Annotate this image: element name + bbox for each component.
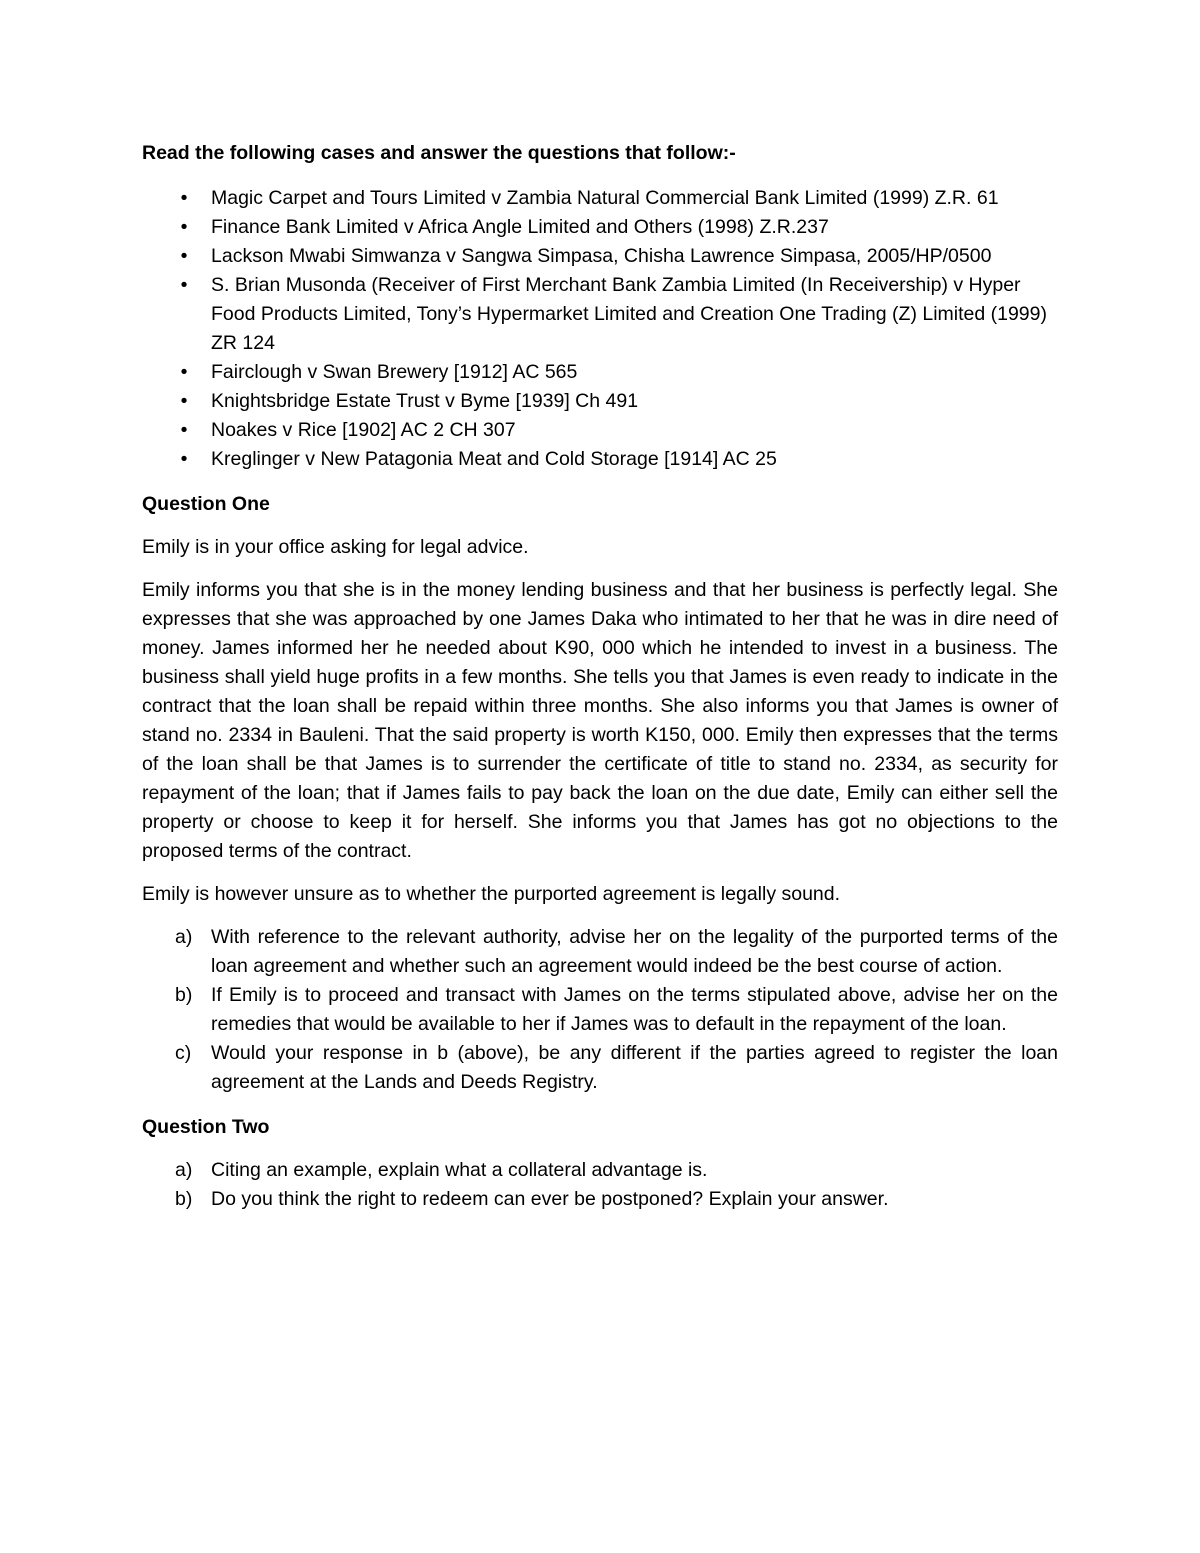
- case-text: Finance Bank Limited v Africa Angle Limited and Others (1998) Z.R.237: [211, 216, 829, 238]
- question-one-title: Question One: [142, 493, 270, 515]
- question-one-subquestions: [142, 923, 1058, 1097]
- case-item: [142, 184, 1058, 213]
- case-item: [142, 358, 1058, 387]
- subquestion-item: [142, 981, 1058, 1039]
- case-text: Fairclough v Swan Brewery [1912] AC 565: [211, 361, 578, 383]
- case-text: Magic Carpet and Tours Limited v Zambia Natural Commercial Bank Limited (1999) Z.R. 61: [211, 187, 999, 209]
- case-item: [142, 387, 1058, 416]
- subquestion-marker: c): [175, 1042, 192, 1064]
- bullet-icon: •: [180, 216, 188, 238]
- case-text: S. Brian Musonda (Receiver of First Merchant Bank Zambia Limited (In Receivership) v Hyper Food Products Limited, Tony’s Hypermarket Limited and Creation One Trading (Z) Limited (1999) ZR 124: [211, 274, 1047, 354]
- subquestion-item: [142, 923, 1058, 981]
- subquestion-text: Citing an example, explain what a collateral advantage is.: [211, 1159, 708, 1181]
- bullet-icon: •: [180, 448, 188, 470]
- case-text: Lackson Mwabi Simwanza v Sangwa Simpasa, Chisha Lawrence Simpasa, 2005/HP/0500: [211, 245, 992, 267]
- case-item: [142, 445, 1058, 474]
- case-text: Knightsbridge Estate Trust v Byme [1939] Ch 491: [211, 390, 639, 412]
- case-item: [142, 271, 1058, 358]
- question-one-paragraph: Emily is however unsure as to whether the purported agreement is legally sound.: [142, 883, 841, 905]
- bullet-icon: •: [180, 187, 188, 209]
- case-item: [142, 416, 1058, 445]
- subquestion-item: [142, 1185, 1058, 1214]
- subquestion-item: [142, 1156, 1058, 1185]
- case-text: Noakes v Rice [1902] AC 2 CH 307: [211, 419, 516, 441]
- question-one-paragraph: Emily informs you that she is in the money lending business and that her business is perfectly legal. She expresses that she was approached by one James Daka who intimated to her that he was in dire need of money. James informed her he needed about K90, 000 which he intended to invest in a business. The business shall yield huge profits in a few months. She tells you that James is even ready to indicate in the contract that the loan shall be repaid within three months. She also informs you that James is owner of stand no. 2334 in Bauleni. That the said property is worth K150, 000. Emily then expresses that the terms of the loan shall be that James is to surrender the certificate of title to stand no. 2334, as security for repayment of the loan; that if James fails to pay back the loan on the due date, Emily can either sell the property or choose to keep it for herself. She informs you that James has got no objections to the proposed terms of the contract.: [142, 579, 1058, 862]
- bullet-icon: •: [180, 274, 188, 296]
- subquestion-text: Do you think the right to redeem can ever be postponed? Explain your answer.: [211, 1188, 889, 1210]
- subquestion-text: With reference to the relevant authority, advise her on the legality of the purported terms of the loan agreement and whether such an agreement would indeed be the best course of action.: [211, 926, 1058, 977]
- question-two-subquestions: [142, 1156, 1058, 1214]
- subquestion-marker: b): [175, 984, 193, 1006]
- subquestion-text: If Emily is to proceed and transact with James on the terms stipulated above, advise her on the remedies that would be available to her if James was to default in the repayment of the loan.: [211, 984, 1058, 1035]
- case-item: [142, 242, 1058, 271]
- intro-heading: Read the following cases and answer the questions that follow:-: [142, 142, 736, 164]
- question-two-title: Question Two: [142, 1116, 270, 1138]
- case-item: [142, 213, 1058, 242]
- question-one-paragraph: Emily is in your office asking for legal advice.: [142, 536, 529, 558]
- subquestion-marker: a): [175, 1159, 193, 1181]
- subquestion-text: Would your response in b (above), be any different if the parties agreed to register the loan agreement at the Lands and Deeds Registry.: [211, 1042, 1058, 1093]
- bullet-icon: •: [180, 245, 188, 267]
- subquestion-marker: a): [175, 926, 193, 948]
- bullet-icon: •: [180, 390, 188, 412]
- case-list: [142, 184, 1058, 474]
- subquestion-item: [142, 1039, 1058, 1097]
- case-text: Kreglinger v New Patagonia Meat and Cold Storage [1914] AC 25: [211, 448, 777, 470]
- bullet-icon: •: [180, 419, 188, 441]
- subquestion-marker: b): [175, 1188, 193, 1210]
- bullet-icon: •: [180, 361, 188, 383]
